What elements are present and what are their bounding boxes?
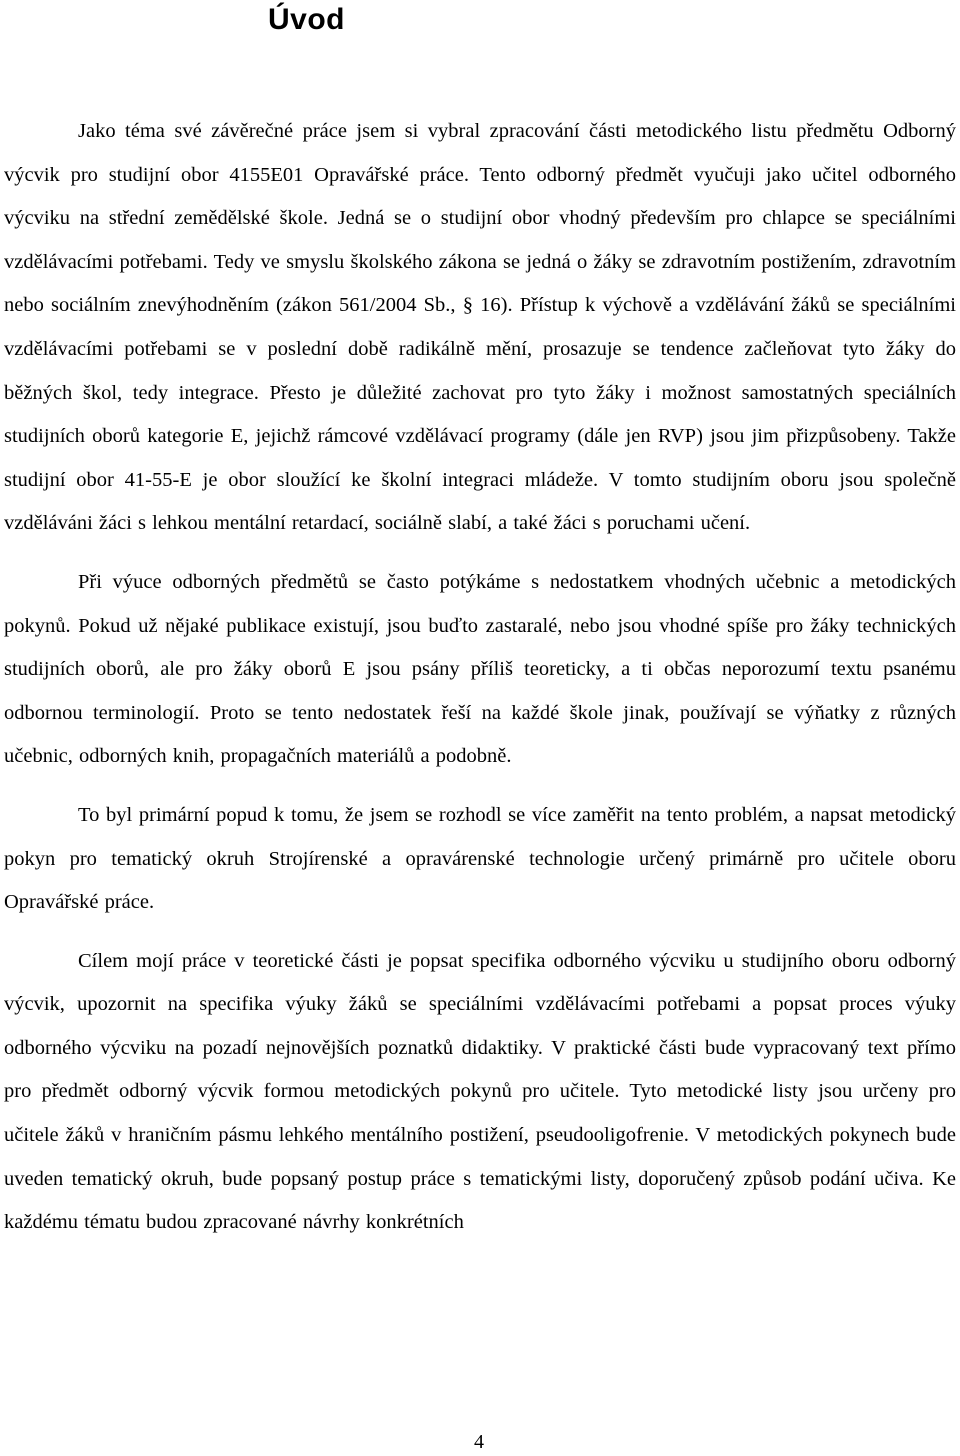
paragraph-goals: Cílem mojí práce v teoretické části je popsat specifika odborného výcviku u studijního oboru odborný výcvik, upozornit na specifika výuky žáků se speciálními vzdělávacími potřebami a popsat proces výuky odborného výcviku na pozadí nejnovějších poznatků didaktiky. V praktické části bude vypracovaný text přímo pro předmět odborný výcvik formou metodických pokynů pro učitele. Tyto metodické listy jsou určeny pro učitele žáků v hraničním pásmu lehkého mentálního postižení, pseudooligofrenie. V metodických pokynech bude uveden tematický okruh, bude popsaný postup práce s tematickými listy, doporučený způsob podání učiva. Ke každému tématu budou zpracované návrhy konkrétních <box>4 949 956 1234</box>
body-text <box>4 110 956 1261</box>
paragraph-motivation: To byl primární popud k tomu, že jsem se rozhodl se více zaměřit na tento problém, a napsat metodický pokyn pro tematický okruh Strojírenské a opravárenské technologie určený primárně pro učitele oboru Opravářské práce. <box>4 803 956 914</box>
page-number: 4 <box>474 1431 484 1453</box>
document-page <box>4 0 956 1456</box>
page-title: Úvod <box>268 3 345 36</box>
paragraph-teaching-materials: Při výuce odborných předmětů se často potýkáme s nedostatkem vhodných učebnic a metodických pokynů. Pokud už nějaké publikace existují, jsou buďto zastaralé, nebo jsou vhodné spíše pro žáky technických studijních oborů, ale pro žáky oborů E jsou psány příliš teoreticky, a ti občas neporozumí textu psanému odbornou terminologií. Proto se tento nedostatek řeší na každé škole jinak, používají se výňatky z různých učebnic, odborných knih, propagačních materiálů a podobně. <box>4 570 956 768</box>
paragraph-intro: Jako téma své závěrečné práce jsem si vybral zpracování části metodického listu předmětu Odborný výcvik pro studijní obor 4155E01 Opravářské práce. Tento odborný předmět vyučuji jako učitel odborného výcviku na střední zemědělské škole. Jedná se o studijní obor vhodný především pro chlapce se speciálními vzdělávacími potřebami. Tedy ve smyslu školského zákona se jedná o žáky se zdravotním postižením, zdravotním nebo sociálním znevýhodněním (zákon 561/2004 Sb., § 16). Přístup k výchově a vzdělávání žáků se speciálními vzdělávacími potřebami se v poslední době radikálně mění, prosazuje se tendence začleňovat tyto žáky do běžných škol, tedy integrace. Přesto je důležité zachovat pro tyto žáky i možnost samostatných speciálních studijních oborů kategorie E, jejichž rámcové vzdělávací programy (dále jen RVP) jsou jim přizpůsobeny. Takže studijní obor 41-55-E je obor sloužící ke školní integraci mládeže. V tomto studijním oboru jsou společně vzděláváni žáci s lehkou mentální retardací, sociálně slabí, a také žáci s poruchami učení. <box>4 120 956 535</box>
